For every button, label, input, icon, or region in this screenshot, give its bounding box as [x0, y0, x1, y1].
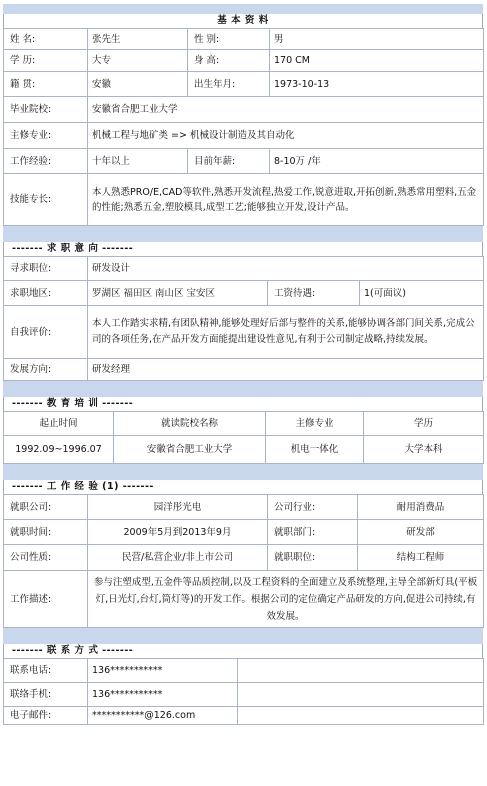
- dept-label: 就职部门:: [268, 520, 358, 545]
- gender-label: 性 别:: [188, 29, 270, 50]
- edu-header-cell: 学历: [364, 412, 484, 436]
- position-value: 研发设计: [88, 257, 484, 281]
- major-value: 机械工程与地矿类 => 机械设计制造及其自动化: [88, 123, 484, 149]
- desc-value: 参与注塑成型,五金件等品质控制,以及工程资料的全面建立及系统整理,主导全部新灯具(平板灯,日光灯,台灯,筒灯等)的开发工作。根据公司的定位确定产品研发的方向,促进公司持续,有效发展。: [88, 571, 484, 628]
- mobile-value: 136***********: [88, 683, 238, 707]
- phone-value: 136***********: [88, 659, 238, 683]
- salary-value: 8-10万 /年: [270, 149, 484, 174]
- self-eval-label: 自我评价:: [4, 306, 88, 359]
- name-label: 姓 名:: [4, 29, 88, 50]
- education-value: 大专: [88, 50, 188, 72]
- job-section-title: ------- 求 职 意 向 -------: [3, 242, 483, 256]
- height-label: 身 高:: [188, 50, 270, 72]
- job-intent-table: [3, 256, 484, 381]
- edu-header-cell: 主修专业: [266, 412, 364, 436]
- nature-label: 公司性质:: [4, 545, 88, 571]
- section-band: [3, 628, 483, 644]
- email-label: 电子邮件:: [4, 707, 88, 725]
- salary-label: 目前年薪:: [188, 149, 270, 174]
- self-eval-value: 本人工作踏实求精,有团队精神,能够处理好后部与整件的关系,能够协调各部门间关系,完成公司的各项任务,在产品开发方面能提出建设性意见,有利于公司制定战略,持续发展。: [88, 306, 484, 359]
- company-value: 园洋彤光电: [88, 495, 268, 520]
- email-value[interactable]: ***********@126.com: [88, 707, 238, 725]
- region-label: 求职地区:: [4, 281, 88, 306]
- experience-value: 十年以上: [88, 149, 188, 174]
- school-label: 毕业院校:: [4, 97, 88, 123]
- skills-value: 本人熟悉PRO/E,CAD等软件,熟悉开发流程,热爱工作,锐意进取,开拓创新,熟悉常用塑料,五金的性能;熟悉五金,塑胶模具,成型工艺;能够独立开发,设计产品。: [88, 174, 484, 226]
- edu-header-cell: 起止时间: [4, 412, 114, 436]
- empty-cell: [238, 683, 484, 707]
- birth-value: 1973-10-13: [270, 72, 484, 97]
- birth-label: 出生年月:: [188, 72, 270, 97]
- company-label: 就职公司:: [4, 495, 88, 520]
- work-section-title: ------- 工 作 经 验 (1) -------: [3, 480, 483, 494]
- edu-cell: 1992.09~1996.07: [4, 436, 114, 464]
- experience-label: 工作经验:: [4, 149, 88, 174]
- treatment-label: 工资待遇:: [268, 281, 360, 306]
- empty-cell: [238, 659, 484, 683]
- basic-section-title: 基 本 资 料: [3, 14, 483, 28]
- edu-section-title: ------- 教 育 培 训 -------: [3, 397, 483, 411]
- time-value: 2009年5月到2013年9月: [88, 520, 268, 545]
- edu-header-cell: 就读院校名称: [114, 412, 266, 436]
- dept-value: 研发部: [358, 520, 484, 545]
- direction-value: 研发经理: [88, 359, 484, 381]
- empty-cell: [238, 707, 484, 725]
- school-value: 安徽省合肥工业大学: [88, 97, 484, 123]
- name-value: 张先生: [88, 29, 188, 50]
- skills-label: 技能专长:: [4, 174, 88, 226]
- edu-cell: 安徽省合肥工业大学: [114, 436, 266, 464]
- industry-value: 耐用消费品: [358, 495, 484, 520]
- edu-cell: 大学本科: [364, 436, 484, 464]
- direction-label: 发展方向:: [4, 359, 88, 381]
- treatment-value: 1(可面议): [360, 281, 484, 306]
- origin-label: 籍 贯:: [4, 72, 88, 97]
- section-band: [3, 381, 483, 397]
- work-table: [3, 494, 484, 628]
- major-label: 主修专业:: [4, 123, 88, 149]
- phone-label: 联系电话:: [4, 659, 88, 683]
- contact-table: [3, 658, 484, 725]
- desc-label: 工作描述:: [4, 571, 88, 628]
- position-label: 寻求职位:: [4, 257, 88, 281]
- resume: [3, 4, 483, 725]
- education-table: [3, 411, 484, 464]
- nature-value: 民营/私营企业/非上市公司: [88, 545, 268, 571]
- origin-value: 安徽: [88, 72, 188, 97]
- basic-info-table: [3, 28, 484, 226]
- section-band: [3, 226, 483, 242]
- section-band: [3, 464, 483, 480]
- post-value: 结构工程师: [358, 545, 484, 571]
- post-label: 就职职位:: [268, 545, 358, 571]
- section-band: [3, 4, 483, 14]
- height-value: 170 CM: [270, 50, 484, 72]
- region-value: 罗湖区 福田区 南山区 宝安区: [88, 281, 268, 306]
- industry-label: 公司行业:: [268, 495, 358, 520]
- gender-value: 男: [270, 29, 484, 50]
- education-label: 学 历:: [4, 50, 88, 72]
- edu-cell: 机电一体化: [266, 436, 364, 464]
- time-label: 就职时间:: [4, 520, 88, 545]
- mobile-label: 联络手机:: [4, 683, 88, 707]
- contact-section-title: ------- 联 系 方 式 -------: [3, 644, 483, 658]
